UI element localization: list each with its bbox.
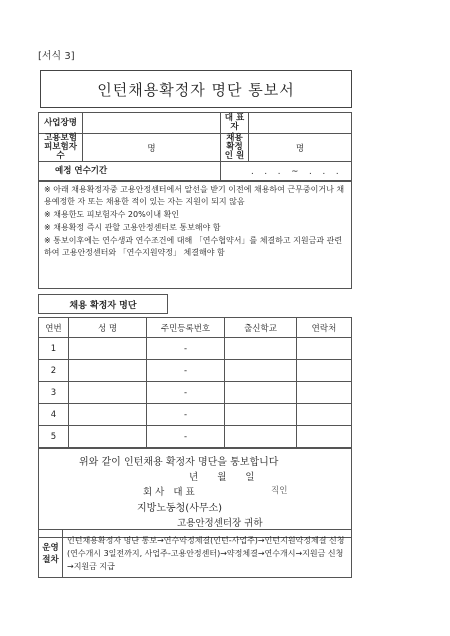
- contact-cell[interactable]: [297, 360, 352, 382]
- row-no: 5: [39, 426, 69, 448]
- col-header-name: 성 명: [69, 318, 147, 338]
- contact-cell[interactable]: [297, 404, 352, 426]
- note-item: ※ 통보이후에는 연수생과 연수조건에 대해 「연수협약서」를 체결하고 지원금과 관련하여 고용안정센터와 「연수지원약정」 체결해야 함: [44, 236, 343, 257]
- name-cell[interactable]: [69, 382, 147, 404]
- procedure-text: 인턴채용확정자 명단 통보→연수약정체결(인턴-사업주)→인턴지원약정체결 신청(연수개시 3일전까지, 사업주-고용안정센터)→약정체결→연수개시→지원금 신청→지원금 지급: [63, 530, 352, 578]
- rrn-cell[interactable]: -: [147, 426, 225, 448]
- row-no: 4: [39, 404, 69, 426]
- form-number: [서식 3]: [38, 51, 75, 62]
- notice-center: 고용안정센터장 귀하: [177, 518, 263, 529]
- ceo-field[interactable]: [249, 113, 352, 134]
- confirmed-list-table: [38, 317, 352, 448]
- table-row: [39, 382, 352, 404]
- period-field[interactable]: . . . ~ . . .: [221, 162, 352, 182]
- procedure-label-line1: 운영: [42, 542, 59, 553]
- procedure-table: [38, 529, 352, 578]
- insured-label: [39, 134, 83, 162]
- confirmed-list-title: 채용 확정자 명단: [38, 294, 168, 314]
- document-title: 인턴채용확정자 명단 통보서: [40, 70, 352, 108]
- school-cell[interactable]: [225, 404, 297, 426]
- note-item: ※ 채용확정 즉시 관할 고용안정센터로 통보해야 함: [44, 223, 221, 232]
- seal-label: 직인: [271, 486, 288, 496]
- name-cell[interactable]: [69, 338, 147, 360]
- row-no: 2: [39, 360, 69, 382]
- insured-label-line1: 고용보험: [44, 133, 77, 143]
- col-header-rrn: 주민등록번호: [147, 318, 225, 338]
- table-row: [39, 338, 352, 360]
- procedure-label-line2: 절차: [42, 554, 59, 565]
- table-row: [39, 360, 352, 382]
- notes-box: [38, 180, 352, 289]
- rrn-cell[interactable]: -: [147, 360, 225, 382]
- school-cell[interactable]: [225, 426, 297, 448]
- insured-label-line2: 피보험자수: [44, 142, 77, 161]
- school-cell[interactable]: [225, 360, 297, 382]
- company-field[interactable]: [83, 113, 221, 134]
- note-item: ※ 아래 채용확정자중 고용안정센터에서 알선을 받기 이전에 채용하여 근무중이거나 채용예정한 자 또는 채용한 적이 있는 자는 지원이 되지 않음: [44, 185, 345, 206]
- row-no: 1: [39, 338, 69, 360]
- name-cell[interactable]: [69, 404, 147, 426]
- notice-office: 지방노동청(사무소): [137, 503, 223, 514]
- rrn-cell[interactable]: -: [147, 382, 225, 404]
- col-header-school: 출신학교: [225, 318, 297, 338]
- school-cell[interactable]: [225, 382, 297, 404]
- col-header-no: 연번: [39, 318, 69, 338]
- contact-cell[interactable]: [297, 426, 352, 448]
- table-row: [39, 404, 352, 426]
- notice-statement: 위와 같이 인턴채용 확정자 명단을 통보합니다: [79, 457, 279, 468]
- notice-date: 년 월 일: [189, 472, 263, 483]
- insured-count-field[interactable]: 명: [83, 134, 221, 162]
- procedure-label: [39, 530, 63, 578]
- notice-ceo: 회사 대표: [143, 487, 198, 498]
- school-cell[interactable]: [225, 338, 297, 360]
- contact-cell[interactable]: [297, 382, 352, 404]
- ceo-label: 대 표 자: [221, 113, 249, 134]
- company-label: 사업장명: [39, 113, 83, 134]
- hired-label: [221, 134, 249, 162]
- notification-box: [38, 448, 352, 538]
- table-row: [39, 426, 352, 448]
- rrn-cell[interactable]: -: [147, 404, 225, 426]
- hired-count-field[interactable]: 명: [249, 134, 352, 162]
- note-item: ※ 채용한도 피보험자수 20%이내 확인: [44, 210, 180, 219]
- hired-label-line1: 채용확정: [226, 133, 243, 152]
- hired-label-line2: 인 원: [224, 151, 245, 161]
- rrn-cell[interactable]: -: [147, 338, 225, 360]
- company-info-table: [38, 112, 352, 182]
- period-label: 예정 연수기간: [39, 162, 221, 182]
- name-cell[interactable]: [69, 426, 147, 448]
- col-header-contact: 연락처: [297, 318, 352, 338]
- row-no: 3: [39, 382, 69, 404]
- contact-cell[interactable]: [297, 338, 352, 360]
- name-cell[interactable]: [69, 360, 147, 382]
